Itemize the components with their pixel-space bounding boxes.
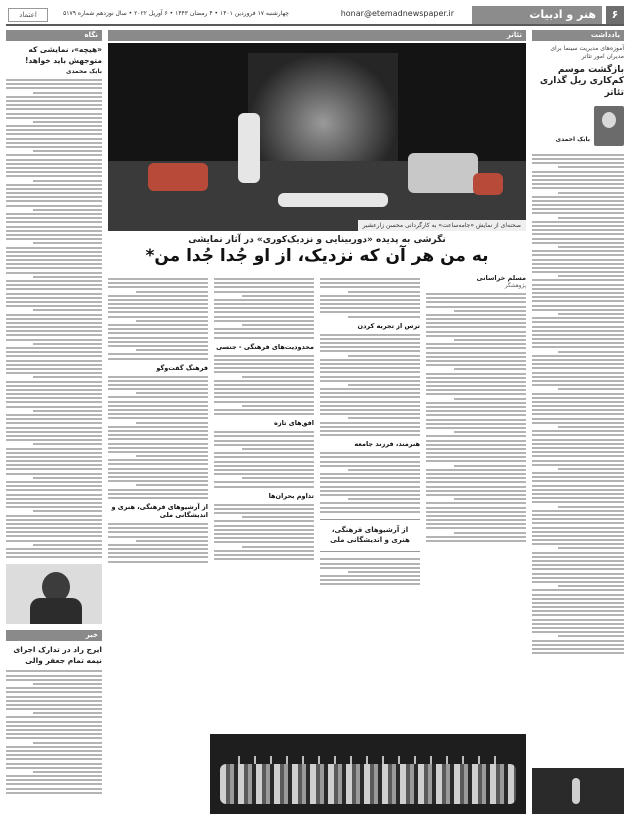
left-author: بابک محمدی xyxy=(65,68,102,75)
newspaper-logo: اعتماد xyxy=(8,8,48,22)
author-row xyxy=(532,106,624,150)
ensemble-photo xyxy=(210,734,526,814)
right-column xyxy=(532,30,624,814)
performer-figure xyxy=(278,193,388,207)
subhead: تداوم بحران‌ها xyxy=(268,491,314,500)
right-section-label: یادداشت xyxy=(532,30,624,41)
subhead: از آرشیوهای فرهنگی، هنری و اندیشگانی ملی xyxy=(111,502,208,519)
performer-figure xyxy=(148,163,208,191)
left-title: «هیچه»، نمایشی که متوجهش باید خواهد! xyxy=(25,45,102,65)
dateline: چهارشنبه ۱۷ فروردین ۱۴۰۱ • ۴ رمضان ۱۴۴۳ • ۶ آوریل ۲۰۲۲ • سال نوزدهم شماره ۵۱۷۹ xyxy=(63,10,289,17)
performer-figure xyxy=(473,173,503,195)
left-column xyxy=(6,30,102,814)
performer-figure xyxy=(238,113,260,183)
section-title: هنر و ادبیات xyxy=(472,6,602,24)
performer-figure xyxy=(408,153,478,193)
right-title: بازگشت موسم کم‌کاری ریل گذاری تئاتر xyxy=(539,64,624,99)
article-column xyxy=(426,274,526,586)
photo-caption: صحنه‌ای از نمایش «جامه‌ساعت» به کارگردانی محسن زارعشیر xyxy=(358,220,526,231)
right-bottom-photo xyxy=(532,768,624,814)
pullquote: از آرشیوهای فرهنگی، هنری و اندیشگانی ملی xyxy=(320,519,420,553)
main-headline: به من هر آن که نزدیک، از او جُدا جُدا من* xyxy=(145,246,489,266)
hero-photo xyxy=(108,43,526,231)
subhead: محدودیت‌های فرهنگی - جنسی xyxy=(216,342,314,351)
article-columns xyxy=(108,274,526,586)
subhead: فرهنگ گفت‌وگو xyxy=(156,363,208,372)
left-news-label: خبر xyxy=(6,630,102,641)
right-article-body xyxy=(532,154,624,654)
left-news-body xyxy=(6,670,102,793)
subhead: هنرمند، فرزند جامعه xyxy=(354,440,420,449)
subhead: افق‌های تازه xyxy=(274,419,314,428)
main-kicker: نگرشی به پدیده «دوربینایی و نزدیک‌کوری» در آثار نمایشی xyxy=(188,235,446,245)
left-article-body xyxy=(6,79,102,558)
headline-area xyxy=(108,235,526,268)
section-email: honar@etemadnewspaper.ir xyxy=(340,9,454,18)
left-news-photo xyxy=(6,564,102,624)
article-column xyxy=(108,274,208,586)
article-column xyxy=(214,274,314,586)
main-article xyxy=(108,30,526,814)
left-news-title: ایرج راد در تدارک اجرای نیمه تمام جعفر والی xyxy=(13,645,102,665)
author-name: بابک احمدی xyxy=(555,135,590,143)
subhead: ترس از تجربه کردن xyxy=(357,321,420,330)
left-section-label: نگاه xyxy=(6,30,102,41)
main-author-role: پژوهشگر xyxy=(504,282,526,289)
page-number: ۶ xyxy=(606,6,624,24)
main-author: مسلم خراسانی xyxy=(476,273,526,282)
article-column xyxy=(320,274,420,586)
main-section-label: تئاتر xyxy=(108,30,526,41)
page-header xyxy=(6,6,624,26)
author-photo xyxy=(594,106,624,146)
right-kicker: آموزه‌های مدیریت سینما برای مدیران امور تئاتر xyxy=(550,45,624,61)
